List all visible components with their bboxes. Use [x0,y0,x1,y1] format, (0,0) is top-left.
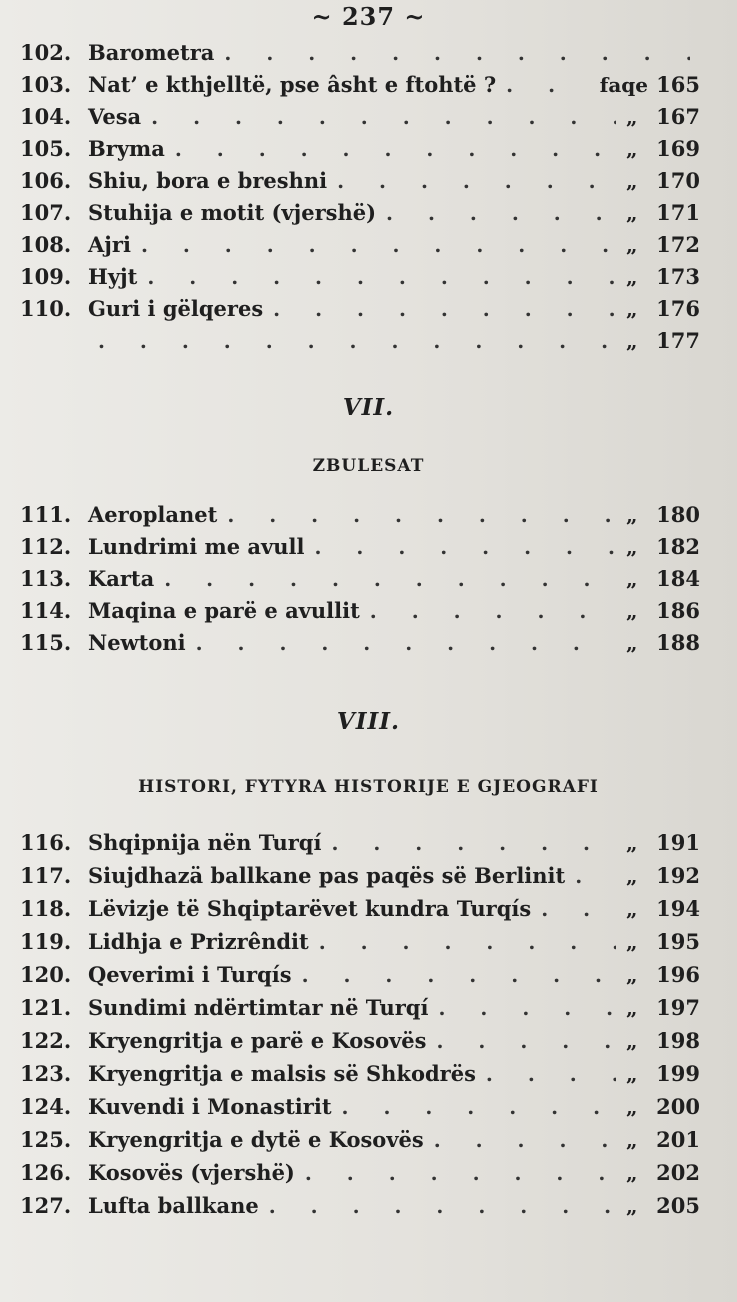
entry-title: Shqipnija nën Turqí [88,830,322,855]
entry-page: 173 [656,264,700,289]
entry-number: 116. [20,830,72,855]
ditto-mark: „ [626,1194,638,1218]
dot-leader [196,631,616,655]
entry-number: 108. [20,232,72,257]
ditto-mark: „ [626,1029,638,1053]
ditto-mark: „ [626,503,638,527]
ditto-mark: „ [626,864,638,888]
toc-entry [20,630,700,662]
entry-title: Kryengritja e malsis së Shkodrës [88,1061,476,1086]
dot-leader [486,1062,616,1086]
entry-page: 192 [656,863,700,888]
ditto-mark: „ [626,1062,638,1086]
ditto-mark: „ [626,233,638,257]
entry-number: 111. [20,502,72,527]
section-title: ZBULESAT [312,456,425,476]
toc-entry [20,896,700,928]
ditto-mark: „ [626,1128,638,1152]
toc-entry [20,72,700,104]
toc-entry [20,104,700,136]
entry-title: Ajri [88,232,131,257]
entry-number: 104. [20,104,72,129]
entry-page: 182 [656,534,700,559]
entry-number: 109. [20,264,72,289]
section-title: HISTORI, FYTYRA HISTORIJE E GJEOGRAFI [138,777,599,797]
dot-leader [541,897,616,921]
entry-page: 165 [656,72,700,97]
entry-number: 112. [20,534,72,559]
dot-leader [273,297,616,321]
ditto-mark: „ [626,897,638,921]
entry-title: Hyjt [88,264,138,289]
toc-entry [20,929,700,961]
dot-leader [370,599,616,623]
dot-leader [386,201,616,225]
ditto-mark: „ [626,631,638,655]
ditto-mark: „ [626,137,638,161]
entry-number: 105. [20,136,72,161]
ditto-mark: „ [626,535,638,559]
dot-leader [224,41,690,65]
ditto-mark: „ [626,599,638,623]
dot-leader [319,930,616,954]
toc-entry [20,136,700,168]
page-prefix: faqe [599,73,648,97]
entry-number: 110. [20,296,72,321]
entry-title: Lufta ballkane [88,1193,259,1218]
entry-page: 186 [656,598,700,623]
entry-page: 194 [656,896,700,921]
entry-page: 191 [656,830,700,855]
entry-page: 205 [656,1193,700,1218]
dot-leader [141,233,616,257]
entry-title: Vesa [88,104,142,129]
entry-number: 114. [20,598,72,623]
entry-number: 107. [20,200,72,225]
entry-page: 198 [656,1028,700,1053]
ditto-mark: „ [626,201,638,225]
ditto-mark: „ [626,1161,638,1185]
entry-title: Lidhja e Prizrêndit [88,929,309,954]
toc-entry [20,200,700,232]
entry-page: 167 [656,104,700,129]
entry-page: 202 [656,1160,700,1185]
entry-title: Barometra [88,40,215,65]
toc-entry [20,962,700,994]
toc-entry [20,502,700,534]
entry-title: Shiu, bora e breshni [88,168,328,193]
toc-entry [20,168,700,200]
toc-entry [20,232,700,264]
entry-page: 184 [656,566,700,591]
ditto-mark: „ [626,963,638,987]
ditto-mark: „ [626,1095,638,1119]
entry-page: 171 [656,200,700,225]
toc-entry [20,534,700,566]
dot-leader [227,503,616,527]
entry-number: 106. [20,168,72,193]
toc-entry [20,1160,700,1192]
entry-title: Lëvizje të Shqiptarëvet kundra Turqís [88,896,532,921]
entry-page: 177 [656,328,700,353]
entry-page: 172 [656,232,700,257]
toc-entry [20,1193,700,1225]
ditto-mark: „ [626,297,638,321]
dot-leader [98,329,616,353]
ditto-mark: „ [626,329,638,353]
entry-number: 125. [20,1127,72,1152]
entry-title: Siujdhazä ballkane pas paqës së Berlinit [88,863,566,888]
toc-entry [20,1127,700,1159]
toc-entry [20,863,700,895]
ditto-mark: „ [626,831,638,855]
entry-number: 115. [20,630,72,655]
dot-leader [438,996,616,1020]
dot-leader [305,1161,616,1185]
dot-leader [575,864,616,888]
entry-title: Sundimi ndërtimtar në Turqí [88,995,429,1020]
entry-page: 180 [656,502,700,527]
entry-page: 199 [656,1061,700,1086]
entry-title: Kosovës (vjershë) [88,1160,295,1185]
entry-page: 196 [656,962,700,987]
entry-number: 102. [20,40,72,65]
ditto-mark: „ [626,105,638,129]
entry-title: Kryengritja e parë e Kosovës [88,1028,427,1053]
toc-entry [20,1094,700,1126]
entry-number: 124. [20,1094,72,1119]
entry-page: 170 [656,168,700,193]
toc-entry [20,598,700,630]
section-number: VIII. [336,708,401,735]
dot-leader [337,169,616,193]
entry-title: Bryma [88,136,165,161]
entry-title: Kryengritja e dytë e Kosovës [88,1127,424,1152]
ditto-mark: „ [626,169,638,193]
entry-title: Aeroplanet [88,502,218,527]
dot-leader [314,535,616,559]
ditto-mark: „ [626,996,638,1020]
entry-title: Stuhija e motit (vjershë) [88,200,377,225]
toc-entry [20,328,700,360]
toc-entry [20,264,700,296]
dot-leader [342,1095,616,1119]
entry-title: Nat’ e kthjelltë, pse âsht e ftohtë ? [88,72,497,97]
entry-number: 103. [20,72,72,97]
entry-number: 118. [20,896,72,921]
entry-page: 195 [656,929,700,954]
entry-number: 122. [20,1028,72,1053]
entry-title: Newtoni [88,630,186,655]
entry-number: 121. [20,995,72,1020]
entry-title: Kuvendi i Monastirit [88,1094,332,1119]
entry-page: 169 [656,136,700,161]
dot-leader [331,831,616,855]
section-number: VII. [342,394,395,421]
toc-entry [20,995,700,1027]
entry-number: 123. [20,1061,72,1086]
toc-entry [20,566,700,598]
dot-leader [164,567,616,591]
dot-leader [147,265,616,289]
entry-page: 201 [656,1127,700,1152]
dot-leader [302,963,616,987]
entry-title: Qeverimi i Turqís [88,962,292,987]
entry-page: 176 [656,296,700,321]
ditto-mark: „ [626,567,638,591]
ditto-mark: „ [626,930,638,954]
dot-leader [269,1194,616,1218]
toc-entry [20,40,700,72]
entry-number: 119. [20,929,72,954]
entry-number: 126. [20,1160,72,1185]
entry-number: 117. [20,863,72,888]
toc-entry [20,1061,700,1093]
entry-number: 120. [20,962,72,987]
dot-leader [436,1029,616,1053]
entry-page: 197 [656,995,700,1020]
toc-entry [20,1028,700,1060]
ditto-mark: „ [626,265,638,289]
entry-page: 188 [656,630,700,655]
entry-page: 200 [656,1094,700,1119]
dot-leader [434,1128,616,1152]
page-number: ~ 237 ~ [311,2,426,31]
entry-title: Maqina e parë e avullit [88,598,360,623]
entry-title: Karta [88,566,155,591]
dot-leader [151,105,616,129]
entry-number: 113. [20,566,72,591]
toc-entry [20,296,700,328]
dot-leader [175,137,616,161]
toc-entry [20,830,700,862]
entry-title: Lundrimi me avull [88,534,305,559]
dot-leader [506,73,590,97]
entry-title: Guri i gëlqeres [88,296,264,321]
entry-number: 127. [20,1193,72,1218]
